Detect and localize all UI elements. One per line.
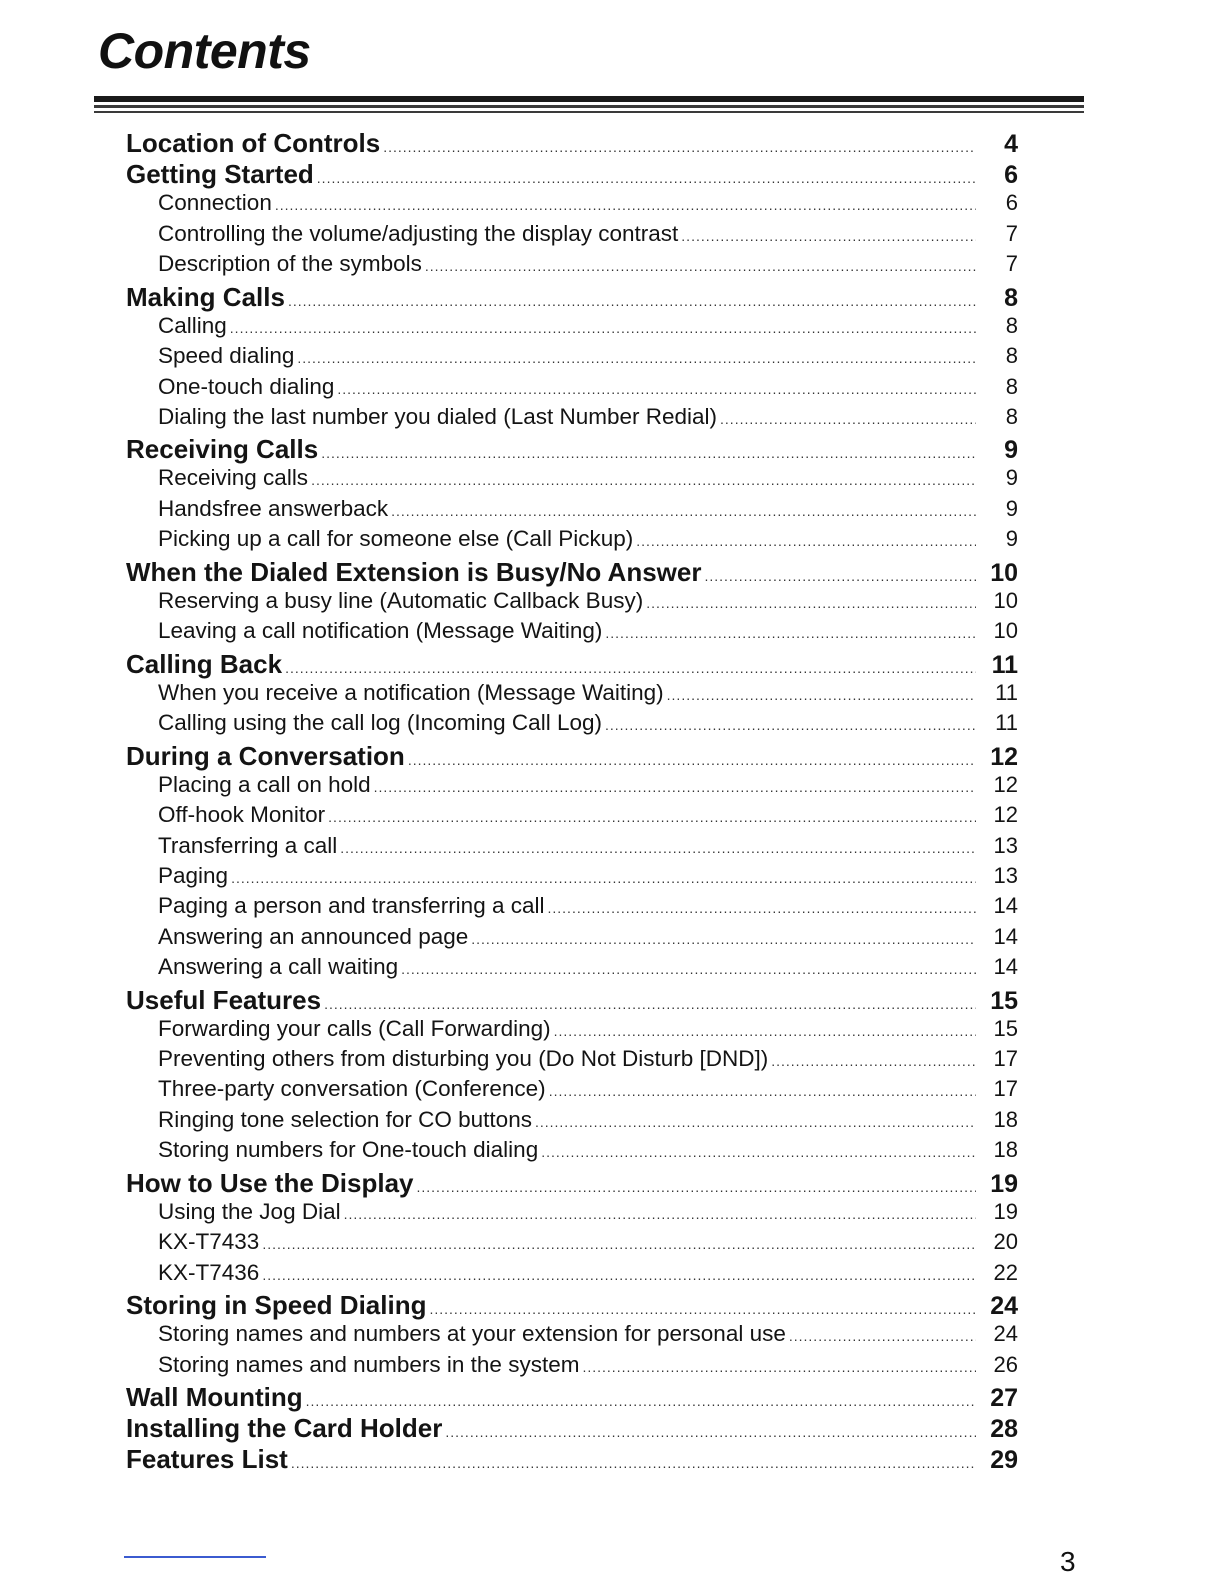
toc-entry-page-number: 18 (993, 1106, 1018, 1132)
toc-dot-leader (374, 779, 976, 795)
toc-entry-title: Receiving Calls (126, 434, 319, 465)
toc-entry-page-number: 9 (1005, 495, 1018, 521)
title-rule-middle-line (94, 105, 1084, 108)
toc-entry-title: Installing the Card Holder (126, 1413, 443, 1444)
toc-entry-title: When you receive a notification (Message Waiting) (158, 679, 664, 705)
toc-dot-leader (262, 1267, 976, 1283)
toc-entry-title: When the Dialed Extension is Busy/No Answer (126, 556, 702, 587)
toc-dot-leader (445, 1424, 976, 1440)
toc-dot-leader (306, 1393, 976, 1409)
toc-entry-page-number: 15 (990, 986, 1018, 1015)
toc-entry-page-number: 9 (1004, 436, 1018, 465)
toc-dot-leader (771, 1053, 976, 1069)
toc-entry-title: Placing a call on hold (158, 771, 371, 797)
toc-subsection-entry (122, 374, 1018, 404)
title-rule-thin-line (94, 111, 1084, 113)
toc-entry-title: Reserving a busy line (Automatic Callback Busy) (158, 587, 644, 613)
toc-section-entry (122, 557, 1018, 588)
toc-section-entry (122, 1413, 1018, 1444)
toc-dot-leader (667, 687, 976, 703)
toc-entry-title: Forwarding your calls (Call Forwarding) (158, 1015, 551, 1041)
toc-subsection-entry (122, 404, 1018, 434)
toc-subsection-entry (122, 833, 1018, 863)
toc-entry-title: Off-hook Monitor (158, 802, 326, 828)
toc-entry-title: Leaving a call notification (Message Waiting) (158, 618, 603, 644)
toc-dot-leader (321, 445, 976, 461)
toc-entry-page-number: 19 (990, 1169, 1018, 1198)
toc-section-entry (122, 1168, 1018, 1199)
toc-subsection-entry (122, 1076, 1018, 1106)
toc-entry-page-number: 11 (991, 650, 1018, 679)
toc-entry-page-number: 27 (990, 1383, 1018, 1412)
toc-subsection-entry (122, 1046, 1018, 1076)
toc-entry-title: Connection (158, 190, 272, 216)
toc-entry-page-number: 7 (1005, 220, 1018, 246)
toc-entry-page-number: 8 (1005, 373, 1018, 399)
toc-subsection-entry (122, 954, 1018, 984)
toc-section-entry (122, 434, 1018, 465)
toc-subsection-entry (122, 1137, 1018, 1167)
toc-entry-page-number: 11 (995, 679, 1018, 705)
toc-entry-page-number: 6 (1005, 190, 1018, 216)
toc-section-entry (122, 649, 1018, 680)
toc-subsection-entry (122, 251, 1018, 281)
toc-entry-title: How to Use the Display (126, 1167, 414, 1198)
toc-subsection-entry (122, 588, 1018, 618)
toc-section-entry (122, 128, 1018, 159)
toc-entry-page-number: 15 (993, 1015, 1018, 1041)
toc-entry-page-number: 8 (1004, 283, 1018, 312)
toc-subsection-entry (122, 1321, 1018, 1351)
toc-entry-title: Useful Features (126, 984, 322, 1015)
toc-dot-leader (720, 411, 976, 427)
toc-section-entry (122, 159, 1018, 190)
toc-entry-page-number: 14 (993, 923, 1018, 949)
toc-entry-page-number: 10 (993, 618, 1018, 644)
title-rule-thick-line (94, 96, 1084, 102)
toc-subsection-entry (122, 496, 1018, 526)
toc-entry-title: Transferring a call (158, 832, 338, 858)
toc-entry-title: Storing names and numbers at your extension for personal use (158, 1321, 786, 1347)
toc-subsection-entry (122, 618, 1018, 648)
toc-section-entry (122, 282, 1018, 313)
toc-entry-title: Wall Mounting (126, 1381, 303, 1412)
toc-dot-leader (317, 170, 976, 186)
toc-entry-page-number: 14 (993, 954, 1018, 980)
toc-entry-title: Answering a call waiting (158, 954, 399, 980)
footer-rule (124, 1556, 266, 1558)
toc-entry-title: Preventing others from disturbing you (Do Not Disturb [DND]) (158, 1046, 769, 1072)
toc-entry-title: Calling Back (126, 648, 283, 679)
toc-entry-page-number: 12 (990, 742, 1018, 771)
toc-entry-page-number: 17 (993, 1076, 1018, 1102)
toc-section-entry (122, 1290, 1018, 1321)
toc-dot-leader (471, 931, 976, 947)
toc-dot-leader (297, 350, 976, 366)
toc-entry-title: Controlling the volume/adjusting the display contrast (158, 220, 679, 246)
toc-subsection-entry (122, 1107, 1018, 1137)
toc-dot-leader (344, 1206, 976, 1222)
toc-section-entry (122, 1382, 1018, 1413)
toc-entry-title: Description of the symbols (158, 251, 422, 277)
toc-entry-page-number: 7 (1005, 251, 1018, 277)
toc-subsection-entry (122, 1199, 1018, 1229)
toc-dot-leader (636, 533, 976, 549)
toc-entry-page-number: 24 (993, 1321, 1018, 1347)
toc-entry-page-number: 12 (993, 802, 1018, 828)
toc-dot-leader (230, 320, 976, 336)
toc-dot-leader (408, 752, 976, 768)
toc-subsection-entry (122, 1016, 1018, 1046)
toc-dot-leader (275, 197, 976, 213)
toc-entry-page-number: 24 (990, 1292, 1018, 1321)
toc-subsection-entry (122, 893, 1018, 923)
toc-entry-title: Three-party conversation (Conference) (158, 1076, 546, 1102)
toc-dot-leader (417, 1179, 977, 1195)
toc-entry-title: Dialing the last number you dialed (Last Number Redial) (158, 403, 718, 429)
toc-entry-title: Storing in Speed Dialing (126, 1290, 427, 1321)
toc-dot-leader (554, 1023, 976, 1039)
toc-subsection-entry (122, 802, 1018, 832)
toc-entry-title: Speed dialing (158, 343, 295, 369)
toc-subsection-entry (122, 680, 1018, 710)
table-of-contents (122, 128, 1018, 1476)
toc-dot-leader (541, 1144, 976, 1160)
toc-entry-title: Features List (126, 1444, 288, 1475)
toc-entry-title: Receiving calls (158, 465, 309, 491)
toc-dot-leader (548, 900, 977, 916)
toc-entry-title: Ringing tone selection for CO buttons (158, 1106, 532, 1132)
toc-subsection-entry (122, 190, 1018, 220)
toc-entry-page-number: 9 (1005, 526, 1018, 552)
toc-dot-leader (681, 228, 976, 244)
toc-entry-page-number: 22 (993, 1259, 1018, 1285)
toc-dot-leader (311, 472, 976, 488)
toc-dot-leader (704, 568, 976, 584)
toc-dot-leader (605, 717, 976, 733)
toc-dot-leader (340, 840, 976, 856)
toc-dot-leader (383, 139, 976, 155)
toc-entry-page-number: 28 (990, 1415, 1018, 1444)
toc-entry-page-number: 13 (993, 832, 1018, 858)
toc-entry-title: Calling using the call log (Incoming Call Log) (158, 710, 602, 736)
toc-dot-leader (285, 660, 976, 676)
toc-dot-leader (605, 625, 976, 641)
toc-entry-title: Location of Controls (126, 128, 381, 158)
toc-entry-title: Paging a person and transferring a call (158, 893, 545, 919)
toc-dot-leader (291, 1455, 976, 1471)
toc-entry-page-number: 8 (1005, 312, 1018, 338)
toc-section-entry (122, 1444, 1018, 1475)
toc-entry-page-number: 8 (1005, 343, 1018, 369)
toc-entry-title: During a Conversation (126, 740, 405, 771)
toc-entry-page-number: 13 (993, 862, 1018, 888)
toc-entry-page-number: 18 (993, 1137, 1018, 1163)
toc-entry-title: Calling (158, 312, 227, 338)
toc-entry-title: Making Calls (126, 281, 285, 312)
toc-dot-leader (324, 996, 976, 1012)
toc-dot-leader (425, 258, 976, 274)
toc-dot-leader (288, 293, 976, 309)
toc-section-entry (122, 741, 1018, 772)
toc-dot-leader (328, 809, 976, 825)
toc-dot-leader (401, 961, 976, 977)
toc-entry-title: Storing numbers for One-touch dialing (158, 1137, 539, 1163)
toc-dot-leader (582, 1359, 976, 1375)
toc-subsection-entry (122, 710, 1018, 740)
toc-dot-leader (535, 1114, 976, 1130)
toc-entry-page-number: 12 (993, 771, 1018, 797)
toc-entry-page-number: 29 (990, 1446, 1018, 1475)
toc-subsection-entry (122, 313, 1018, 343)
toc-subsection-entry (122, 465, 1018, 495)
toc-subsection-entry (122, 863, 1018, 893)
toc-subsection-entry (122, 772, 1018, 802)
toc-subsection-entry (122, 1260, 1018, 1290)
toc-entry-page-number: 8 (1005, 403, 1018, 429)
toc-dot-leader (337, 381, 976, 397)
toc-subsection-entry (122, 221, 1018, 251)
toc-entry-title: Paging (158, 862, 229, 888)
toc-dot-leader (549, 1083, 976, 1099)
toc-dot-leader (429, 1301, 976, 1317)
title-rule (94, 96, 1084, 116)
toc-section-entry (122, 985, 1018, 1016)
toc-subsection-entry (122, 924, 1018, 954)
toc-entry-page-number: 10 (990, 558, 1018, 587)
toc-entry-title: Using the Jog Dial (158, 1198, 341, 1224)
toc-entry-page-number: 9 (1005, 465, 1018, 491)
toc-entry-page-number: 6 (1004, 161, 1018, 190)
page-number: 3 (1060, 1546, 1076, 1577)
toc-subsection-entry (122, 1229, 1018, 1259)
toc-entry-title: KX-T7433 (158, 1229, 260, 1255)
toc-entry-title: Storing names and numbers in the system (158, 1351, 580, 1377)
toc-entry-page-number: 14 (993, 893, 1018, 919)
toc-entry-title: Handsfree answerback (158, 495, 389, 521)
toc-subsection-entry (122, 343, 1018, 373)
toc-entry-page-number: 17 (993, 1046, 1018, 1072)
toc-entry-page-number: 4 (1004, 130, 1018, 158)
toc-entry-title: Answering an announced page (158, 923, 469, 949)
toc-dot-leader (391, 503, 976, 519)
toc-subsection-entry (122, 1352, 1018, 1382)
toc-entry-page-number: 20 (993, 1229, 1018, 1255)
toc-entry-page-number: 10 (993, 587, 1018, 613)
toc-dot-leader (231, 870, 976, 886)
page-title: Contents (98, 23, 311, 79)
toc-dot-leader (646, 595, 976, 611)
toc-entry-title: KX-T7436 (158, 1259, 260, 1285)
toc-dot-leader (789, 1328, 976, 1344)
toc-entry-page-number: 26 (993, 1351, 1018, 1377)
toc-entry-title: One-touch dialing (158, 373, 335, 399)
toc-entry-page-number: 11 (995, 710, 1018, 736)
toc-subsection-entry (122, 526, 1018, 556)
toc-entry-page-number: 19 (993, 1198, 1018, 1224)
toc-entry-title: Getting Started (126, 159, 314, 190)
toc-entry-title: Picking up a call for someone else (Call Pickup) (158, 526, 634, 552)
toc-dot-leader (262, 1236, 976, 1252)
